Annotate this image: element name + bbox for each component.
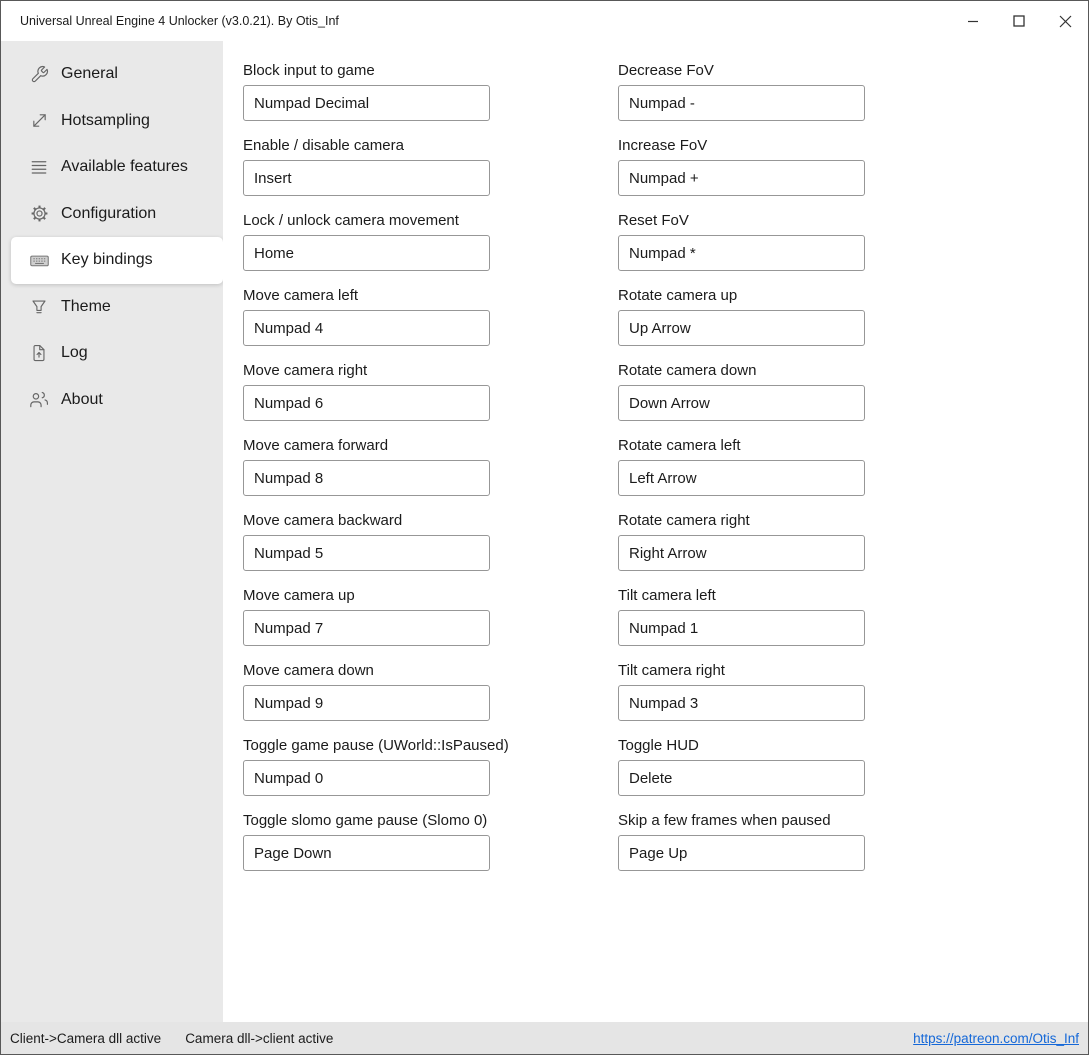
binding-label: Move camera backward (243, 512, 403, 529)
resize-arrow-icon (28, 110, 50, 132)
binding-field-toggle-pause (243, 737, 509, 796)
binding-label: Increase FoV (618, 137, 708, 154)
sidebar-item-label: Log (61, 344, 88, 362)
list-icon (28, 156, 50, 178)
binding-input[interactable] (243, 535, 490, 571)
sidebar-item-about[interactable] (1, 377, 223, 424)
binding-input[interactable] (618, 310, 865, 346)
binding-input[interactable] (243, 160, 490, 196)
sidebar-item-label: Key bindings (61, 251, 153, 269)
wrench-icon (28, 63, 50, 85)
document-icon (28, 342, 50, 364)
binding-label: Toggle game pause (UWorld::IsPaused) (243, 737, 509, 754)
sidebar-item-log[interactable] (1, 330, 223, 377)
binding-label: Tilt camera left (618, 587, 716, 604)
close-icon (1059, 15, 1072, 28)
sidebar-item-theme[interactable] (1, 284, 223, 331)
binding-field-move-right (243, 362, 490, 421)
sidebar-item-available-features[interactable] (1, 144, 223, 191)
binding-input[interactable] (618, 85, 865, 121)
bindings-column-left (243, 62, 509, 887)
sidebar-item-key-bindings[interactable] (11, 237, 223, 284)
paint-nib-icon (28, 296, 50, 318)
binding-label: Move camera right (243, 362, 368, 379)
binding-field-move-down (243, 662, 490, 721)
binding-input[interactable] (243, 235, 490, 271)
sidebar-item-configuration[interactable] (1, 191, 223, 238)
binding-field-skip-frames (618, 812, 865, 871)
binding-label: Toggle slomo game pause (Slomo 0) (243, 812, 488, 829)
status-dll-to-client: Camera dll->client active (185, 1030, 334, 1046)
binding-field-tilt-right (618, 662, 865, 721)
binding-input[interactable] (243, 460, 490, 496)
binding-field-increase-fov (618, 137, 865, 196)
binding-input[interactable] (618, 160, 865, 196)
sidebar-item-label: Available features (61, 158, 188, 176)
close-button[interactable] (1042, 1, 1088, 41)
binding-input[interactable] (618, 235, 865, 271)
binding-label: Rotate camera left (618, 437, 741, 454)
binding-input[interactable] (618, 685, 865, 721)
binding-field-toggle-slomo (243, 812, 490, 871)
binding-field-toggle-hud (618, 737, 865, 796)
binding-field-decrease-fov (618, 62, 865, 121)
binding-label: Rotate camera up (618, 287, 738, 304)
binding-label: Lock / unlock camera movement (243, 212, 459, 229)
sidebar-item-hotsampling[interactable] (1, 98, 223, 145)
sidebar (1, 41, 223, 1022)
binding-field-move-left (243, 287, 490, 346)
binding-field-rotate-left (618, 437, 865, 496)
binding-input[interactable] (618, 835, 865, 871)
keyboard-icon (28, 249, 50, 271)
minimize-icon (967, 15, 979, 27)
binding-label: Reset FoV (618, 212, 689, 229)
titlebar (1, 1, 1088, 41)
binding-label: Tilt camera right (618, 662, 725, 679)
binding-label: Toggle HUD (618, 737, 699, 754)
binding-input[interactable] (618, 460, 865, 496)
binding-input[interactable] (243, 685, 490, 721)
gear-icon (28, 203, 50, 225)
people-icon (28, 389, 50, 411)
binding-field-enable-camera (243, 137, 490, 196)
binding-label: Skip a few frames when paused (618, 812, 831, 829)
bindings-column-right (618, 62, 865, 887)
window-title: Universal Unreal Engine 4 Unlocker (v3.0.21). By Otis_Inf (20, 14, 339, 28)
binding-label: Rotate camera right (618, 512, 750, 529)
binding-label: Rotate camera down (618, 362, 757, 379)
binding-input[interactable] (618, 385, 865, 421)
binding-label: Move camera up (243, 587, 355, 604)
binding-field-reset-fov (618, 212, 865, 271)
binding-input[interactable] (618, 610, 865, 646)
binding-label: Move camera down (243, 662, 374, 679)
binding-input[interactable] (618, 535, 865, 571)
sidebar-item-label: Hotsampling (61, 111, 150, 129)
status-client-to-dll: Client->Camera dll active (10, 1030, 162, 1046)
window-controls (950, 1, 1088, 41)
binding-field-move-backward (243, 512, 490, 571)
binding-field-lock-camera (243, 212, 490, 271)
sidebar-item-general[interactable] (1, 51, 223, 98)
patreon-link[interactable]: https://patreon.com/Otis_Inf (913, 1030, 1079, 1046)
sidebar-item-label: Theme (61, 297, 111, 315)
binding-label: Move camera left (243, 287, 359, 304)
binding-field-tilt-left (618, 587, 865, 646)
binding-field-rotate-down (618, 362, 865, 421)
binding-input[interactable] (243, 85, 490, 121)
statusbar (1, 1022, 1088, 1054)
binding-label: Block input to game (243, 62, 375, 79)
binding-field-rotate-right (618, 512, 865, 571)
binding-field-move-up (243, 587, 490, 646)
binding-input[interactable] (243, 760, 490, 796)
binding-input[interactable] (243, 310, 490, 346)
sidebar-item-label: Configuration (61, 204, 157, 222)
sidebar-item-label: About (61, 390, 103, 408)
binding-field-move-forward (243, 437, 490, 496)
binding-field-rotate-up (618, 287, 865, 346)
minimize-button[interactable] (950, 1, 996, 41)
binding-label: Move camera forward (243, 437, 389, 454)
binding-field-block-input (243, 62, 490, 121)
binding-input[interactable] (243, 610, 490, 646)
binding-input[interactable] (243, 385, 490, 421)
maximize-button[interactable] (996, 1, 1042, 41)
binding-input[interactable] (243, 835, 490, 871)
binding-label: Enable / disable camera (243, 137, 404, 154)
binding-input[interactable] (618, 760, 865, 796)
maximize-icon (1013, 15, 1025, 27)
sidebar-item-label: General (61, 65, 118, 83)
binding-label: Decrease FoV (618, 62, 714, 79)
key-bindings-panel (223, 41, 1088, 1022)
